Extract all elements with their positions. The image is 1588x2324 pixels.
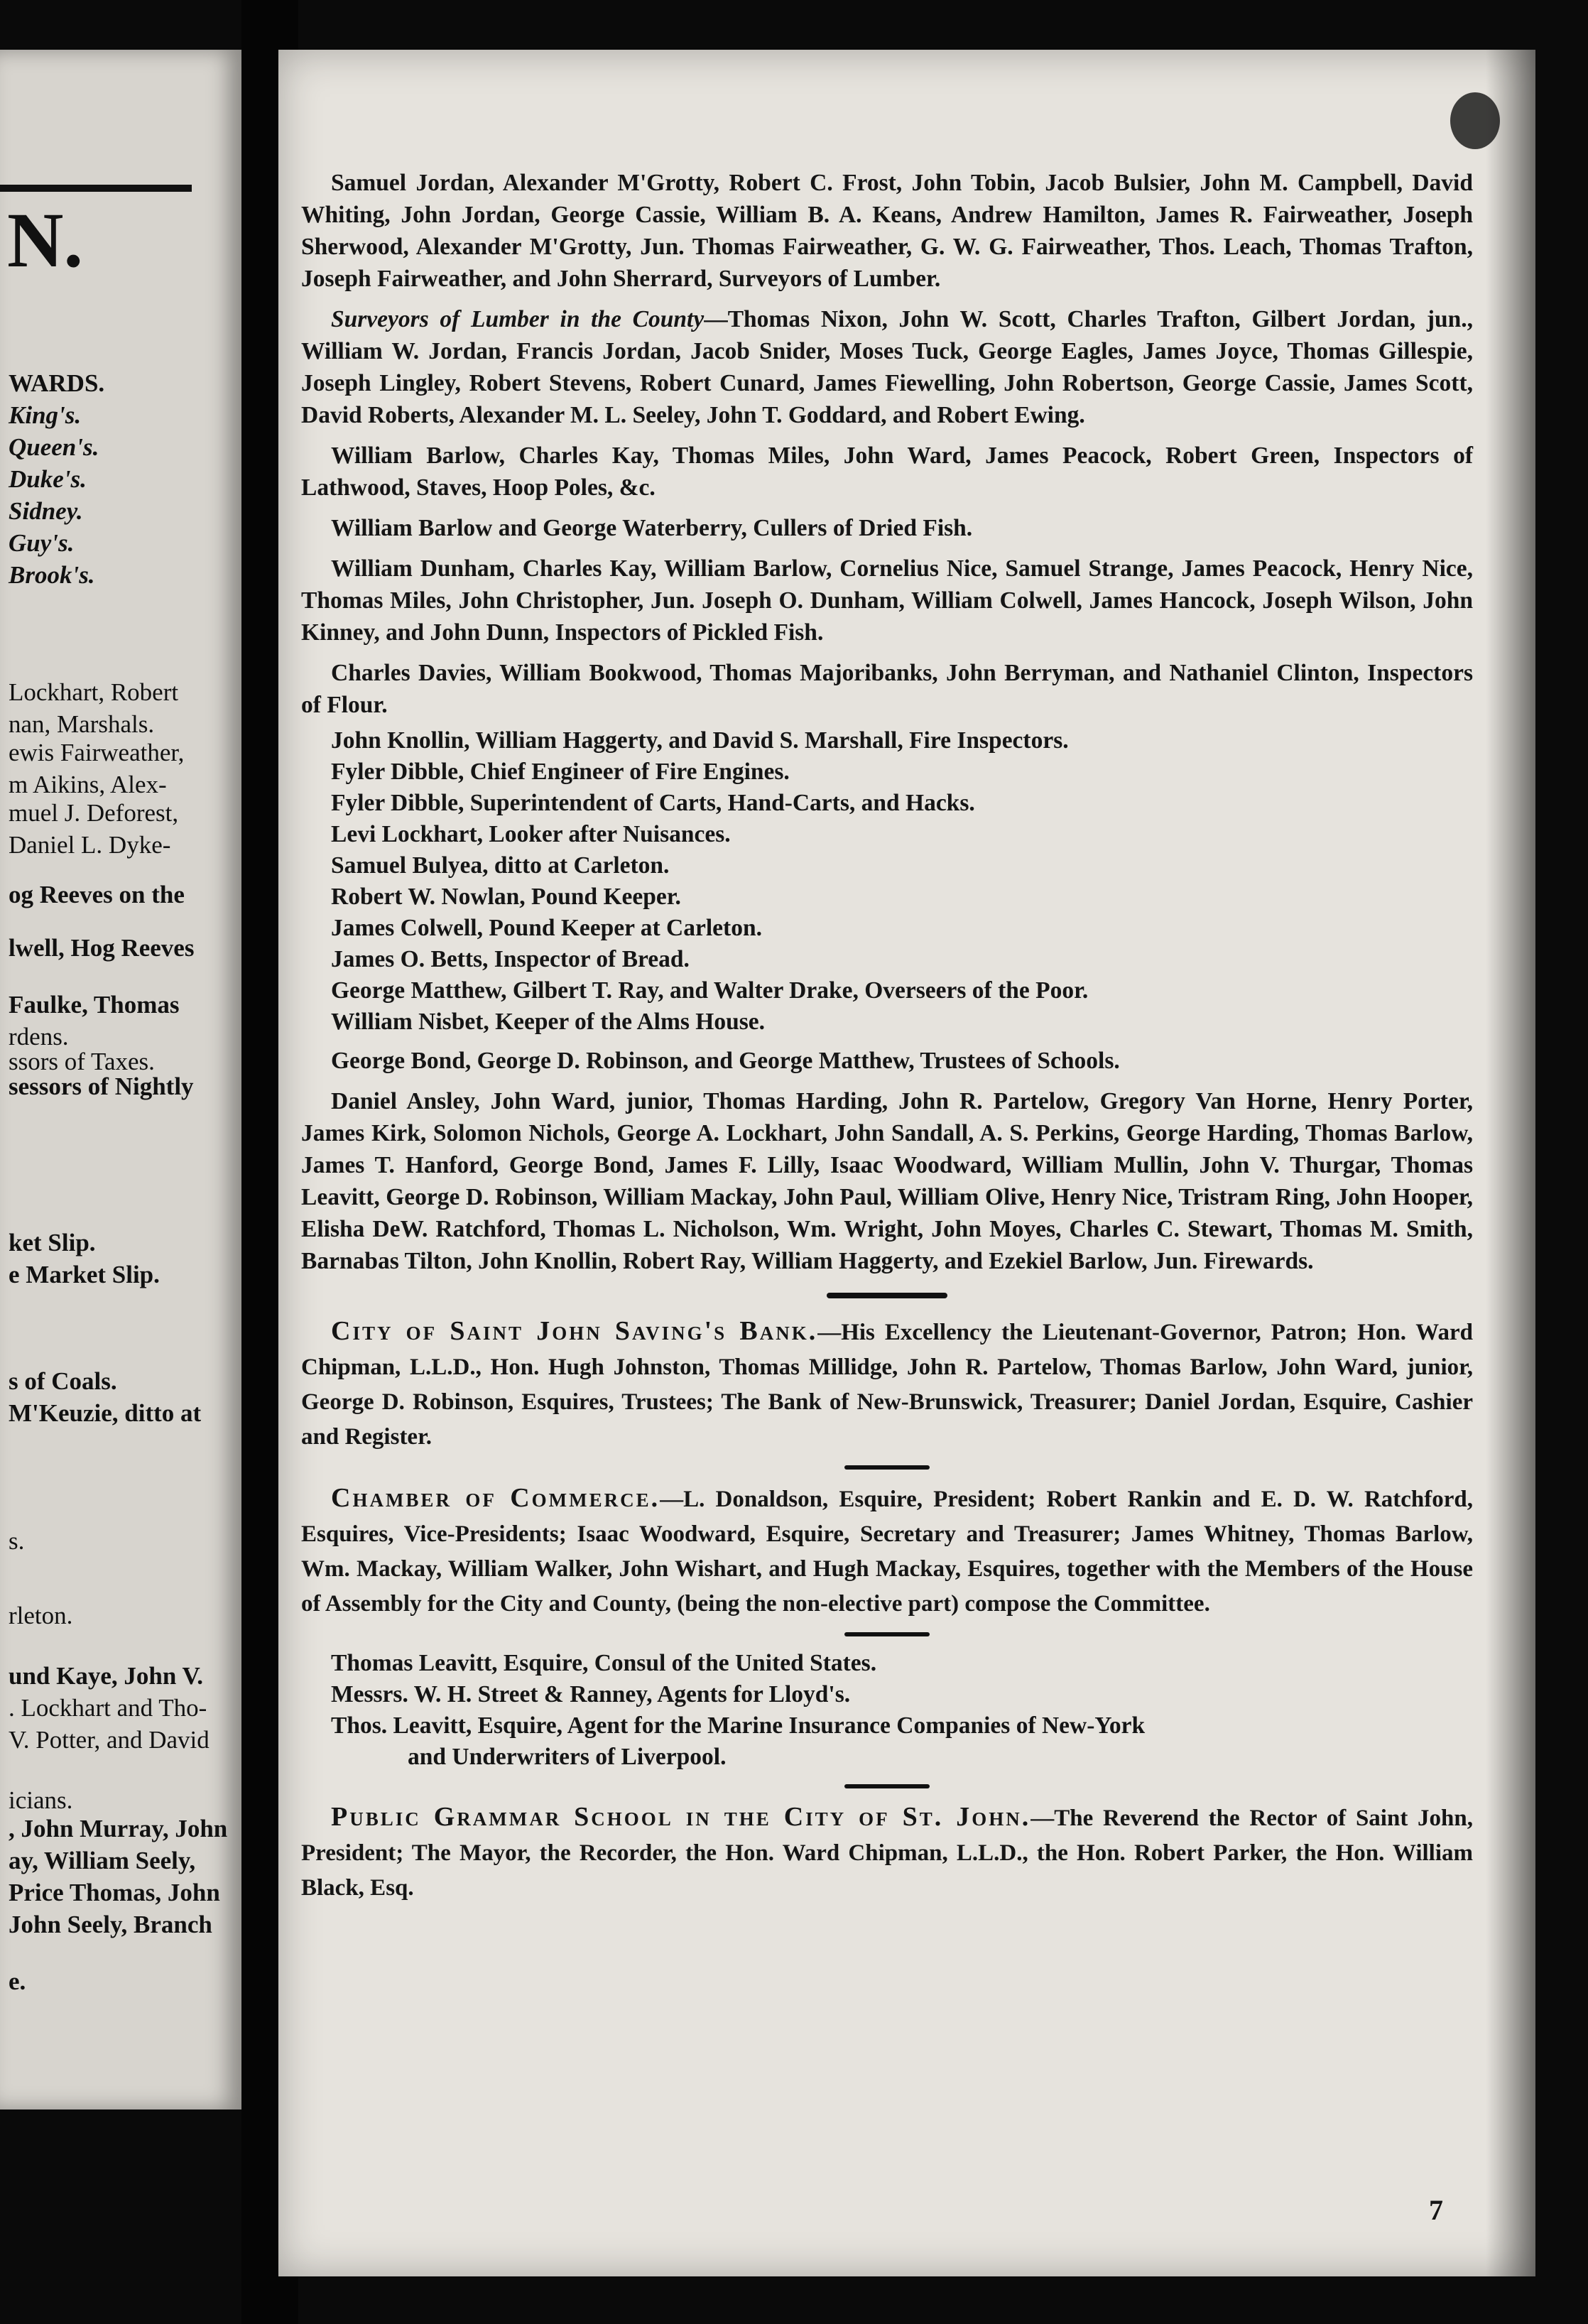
left-page-text-fragment: muel J. Deforest, bbox=[9, 799, 179, 827]
savings-bank-heading: City of Saint John Saving's Bank. bbox=[331, 1316, 818, 1346]
paragraph-firewards: Daniel Ansley, John Ward, junior, Thomas Harding, John R. Partelow, Gregory Van Horne, Henry Porter, James Kirk, Solomon Nichols, George A. Lockhart, John Sandall, A. S. Perkins, George Harding, Thomas Barlow, James T. Hanford, George Bond, James F. Lilly, Isaac Woodward, William Mullin, John V. Thurgar, Thomas Leavitt, George D. Robinson, William Mackay, John Paul, William Olive, Henry Nice, Tristram Ring, John Hooper, Elisha DeW. Ratchford, Thomas L. Nicholson, Wm. Wright, John Moyes, Charles C. Stewart, Thomas M. Smith, Barnabas Tilton, John Knollin, Robert Ray, William Haggerty, and Ezekiel Barlow, Jun. Firewards. bbox=[301, 1088, 1473, 1274]
left-page-text-fragment: Duke's. bbox=[9, 465, 87, 493]
left-page-text-fragment: m Aikins, Alex- bbox=[9, 771, 167, 798]
officer-line: William Nisbet, Keeper of the Alms House. bbox=[331, 1009, 766, 1035]
section-divider bbox=[827, 1293, 947, 1298]
chamber-text: —L. Donaldson, Esquire, President; Robert Rankin and E. D. W. Ratchford, Esquires, Vice-Presidents; Isaac Woodward, Esquire, Secretary and Treasurer; James Whitney, Thomas Barlow, Wm. Mackay, William Walker, John Wishart, and Hugh Mackay, Esquires, together with the Members of the House of Assembly for the City and County, (being the non-elective part) compose the Committee. bbox=[301, 1487, 1474, 1617]
section-chamber-of-commerce bbox=[301, 1481, 1473, 1621]
left-heading-letter: N. bbox=[7, 197, 83, 283]
agents-line: Messrs. W. H. Street & Ranney, Agents for Lloyd's. bbox=[331, 1681, 851, 1707]
officer-line: Levi Lockhart, Looker after Nuisances. bbox=[331, 821, 731, 847]
left-page-text-fragment: ssors of Taxes. bbox=[9, 1048, 155, 1075]
officer-line: Robert W. Nowlan, Pound Keeper. bbox=[331, 884, 681, 910]
left-page-text-fragment: und Kaye, John V. bbox=[9, 1662, 203, 1690]
section-divider bbox=[844, 1465, 930, 1470]
officer-line: Fyler Dibble, Superintendent of Carts, Hand-Carts, and Hacks. bbox=[331, 790, 975, 816]
left-page-text-fragment: s of Coals. bbox=[9, 1367, 117, 1395]
insurance-agent-line: Thos. Leavitt, Esquire, Agent for the Marine Insurance Companies of New-York bbox=[331, 1712, 1146, 1739]
left-page-text-fragment: Sidney. bbox=[9, 497, 83, 525]
grammar-school-heading: Public Grammar School in the City of St. John. bbox=[331, 1802, 1031, 1832]
officer-line: John Knollin, William Haggerty, and David S. Marshall, Fire Inspectors. bbox=[331, 727, 1069, 754]
paragraph-county-surveyors bbox=[301, 303, 1473, 431]
paragraph-lathwood: William Barlow, Charles Kay, Thomas Miles, John Ward, James Peacock, Robert Green, Inspectors of Lathwood, Staves, Hoop Poles, &c. bbox=[301, 442, 1473, 501]
left-page-text-fragment: ewis Fairweather, bbox=[9, 739, 185, 766]
left-page-text-fragment: Brook's. bbox=[9, 561, 95, 589]
consul-line: Thomas Leavitt, Esquire, Consul of the United States. bbox=[331, 1650, 877, 1676]
paragraph-school-trustees: George Bond, George D. Robinson, and George Matthew, Trustees of Schools. bbox=[331, 1048, 1120, 1074]
page-content bbox=[301, 167, 1473, 1905]
left-page-text-fragment: rleton. bbox=[9, 1602, 73, 1629]
officer-line: George Matthew, Gilbert T. Ray, and Walter Drake, Overseers of the Poor. bbox=[331, 977, 1089, 1004]
left-page-text-fragment: Queen's. bbox=[9, 433, 99, 461]
left-page-text-fragment: , John Murray, John bbox=[9, 1815, 228, 1842]
left-page-text-fragment: s. bbox=[9, 1527, 25, 1555]
consul-agents-list bbox=[301, 1648, 1473, 1773]
left-page-text-fragment: e Market Slip. bbox=[9, 1261, 160, 1288]
paragraph-lumber-surveyors: Samuel Jordan, Alexander M'Grotty, Robert C. Frost, John Tobin, Jacob Bulsier, John M. Campbell, David Whiting, John Jordan, George Cassie, William B. A. Keans, Andrew Hamilton, James R. Fairweather, Joseph Sherwood, Alexander M'Grotty, Jun. Thomas Fairweather, G. W. G. Fairweather, Thos. Leach, Thomas Trafton, Joseph Fairweather, and John Sherrard, Surveyors of Lumber. bbox=[301, 170, 1473, 292]
paragraph-dried-fish: William Barlow and George Waterberry, Cullers of Dried Fish. bbox=[331, 515, 973, 541]
left-page-text-fragment: rdens. bbox=[9, 1023, 69, 1050]
heading-rule bbox=[0, 185, 192, 192]
ink-blot bbox=[1450, 92, 1500, 149]
officer-line: Samuel Bulyea, ditto at Carleton. bbox=[331, 852, 670, 879]
grammar-school-text: —The Reverend the Rector of Saint John, President; The Mayor, the Recorder, the Hon. Ward Chipman, L.L.D., the Hon. Robert Parker, the Hon. William Black, Esq. bbox=[301, 1806, 1473, 1901]
left-page-text-fragment: icians. bbox=[9, 1786, 73, 1814]
officer-line: Fyler Dibble, Chief Engineer of Fire Engines. bbox=[331, 759, 790, 785]
officer-line: James Colwell, Pound Keeper at Carleton. bbox=[331, 915, 762, 941]
section-grammar-school bbox=[301, 1800, 1473, 1905]
paragraph-pickled-fish: William Dunham, Charles Kay, William Barlow, Cornelius Nice, Samuel Strange, James Peacock, Henry Nice, Thomas Miles, John Christopher, Jun. Joseph O. Dunham, William Colwell, James Hancock, Joseph Wilson, John Kinney, and John Dunn, Inspectors of Pickled Fish. bbox=[301, 555, 1473, 646]
left-page-text-fragment: lwell, Hog Reeves bbox=[9, 934, 195, 962]
left-page-text-fragment: og Reeves on the bbox=[9, 881, 185, 908]
left-page-text-fragment: . Lockhart and Tho- bbox=[9, 1694, 207, 1722]
page-edge-shadow bbox=[1486, 50, 1535, 2276]
paragraph-flour: Charles Davies, William Bookwood, Thomas Majoribanks, John Berryman, and Nathaniel Clinton, Inspectors of Flour. bbox=[301, 660, 1473, 718]
left-page-text-fragment: Faulke, Thomas bbox=[9, 991, 180, 1019]
left-page-text-fragment: ket Slip. bbox=[9, 1229, 96, 1256]
left-page-text-fragment: John Seely, Branch bbox=[9, 1911, 212, 1938]
section-divider bbox=[844, 1784, 930, 1788]
left-page-text-fragment: M'Keuzie, ditto at bbox=[9, 1399, 202, 1427]
left-page-text-fragment: V. Potter, and David bbox=[9, 1726, 210, 1754]
left-page-text-fragment: Guy's. bbox=[9, 529, 75, 557]
county-surveyors-text: —Thomas Nixon, John W. Scott, Charles Trafton, Gilbert Jordan, jun., William W. Jordan, Francis Jordan, Jacob Snider, Moses Tuck, George Eagles, James Joyce, Thomas Gillespie, Joseph Lingley, Robert Stevens, Robert Cunard, James Fiewelling, John Robertson, George Cassie, James Scott, David Roberts, Alexander M. L. Seeley, John T. Goddard, and Robert Ewing. bbox=[301, 306, 1473, 428]
left-page-text-fragment: sessors of Nightly bbox=[9, 1073, 194, 1100]
page-number: 7 bbox=[1429, 2194, 1443, 2226]
left-page-text-fragment: e. bbox=[9, 1967, 26, 1995]
left-page-text-fragment: nan, Marshals. bbox=[9, 710, 155, 738]
left-page-text-fragment: King's. bbox=[9, 401, 82, 429]
left-page-text-fragment: WARDS. bbox=[9, 369, 105, 397]
insurance-agent-line-cont: and Underwriters of Liverpool. bbox=[408, 1744, 727, 1770]
left-page-text-fragment: Price Thomas, John bbox=[9, 1879, 220, 1906]
left-page-text-fragment: Daniel L. Dyke- bbox=[9, 831, 171, 859]
left-page-fragment bbox=[0, 50, 241, 2109]
savings-bank-text: —His Excellency the Lieutenant-Governor, Patron; Hon. Ward Chipman, L.L.D., Hon. Hugh Johnston, Thomas Millidge, John R. Partelow, Thomas Barlow, John Ward, junior, George D. Robinson, Esquires, Trustees; The Bank of New-Brunswick, Treasurer; Daniel Jordan, Esquire, Cashier and Register. bbox=[301, 1320, 1473, 1450]
left-page-text-fragment: Lockhart, Robert bbox=[9, 678, 179, 706]
section-savings-bank bbox=[301, 1314, 1473, 1454]
officer-list bbox=[301, 725, 1473, 1038]
chamber-heading: Chamber of Commerce. bbox=[331, 1483, 660, 1513]
county-surveyors-lead: Surveyors of Lumber in the County bbox=[331, 306, 705, 332]
section-divider bbox=[844, 1632, 930, 1636]
right-page bbox=[278, 50, 1535, 2276]
officer-line: James O. Betts, Inspector of Bread. bbox=[331, 946, 690, 972]
left-page-text-fragment: ay, William Seely, bbox=[9, 1847, 196, 1874]
